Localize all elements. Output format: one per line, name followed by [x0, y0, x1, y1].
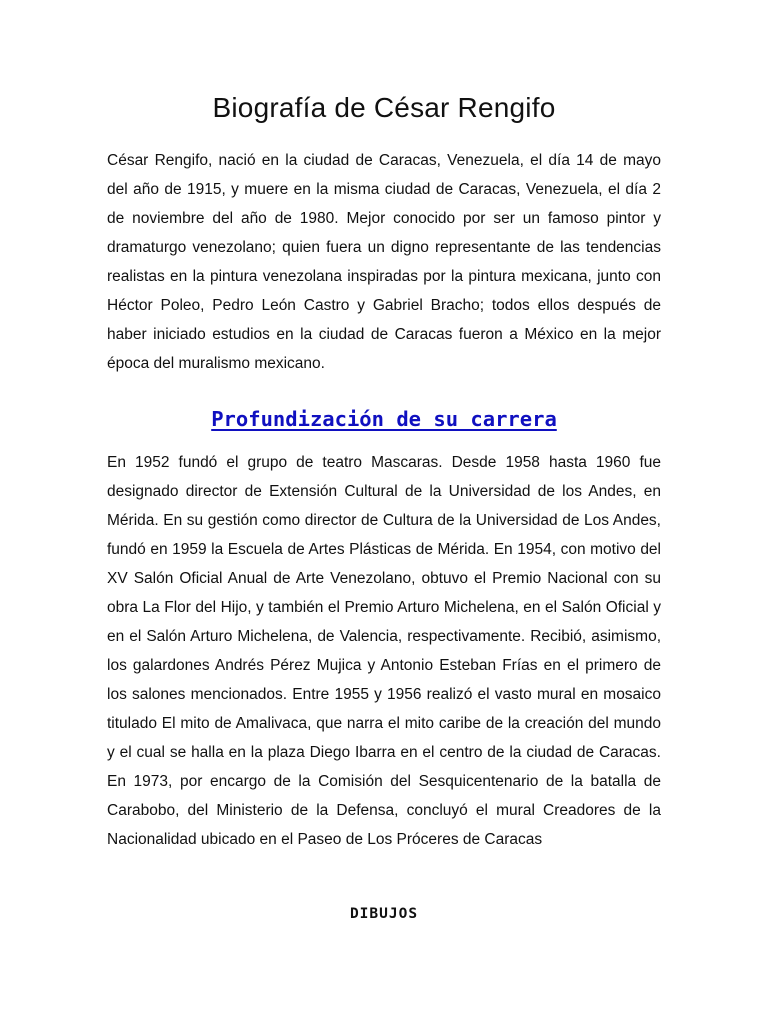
page-title: Biografía de César Rengifo [212, 92, 556, 123]
section-heading-link[interactable] [0, 402, 768, 436]
drawings-subheading: DIBUJOS [349, 906, 419, 922]
intro-paragraph: César Rengifo, nació en la ciudad de Caracas, Venezuela, el día 14 de mayo del año de 1915, y muere en la misma ciudad de Caracas, Venezuela, el día 2 de noviembre del año de 1980. Mejor conocido por ser un famoso pintor y dramaturgo venezolano; quien fuera un digno representante de las tendencias realistas en la pintura venezolana inspiradas por la pintura mexicana, junto con Héctor Poleo, Pedro León Castro y Gabriel Bracho; todos ellos después de haber iniciado estudios en la ciudad de Caracas fueron a México en la mejor época del muralismo mexicano. [107, 152, 661, 372]
career-paragraph: En 1952 fundó el grupo de teatro Mascaras. Desde 1958 hasta 1960 fue designado director de Extensión Cultural de la Universidad de los Andes, en Mérida. En su gestión como director de Cultura de la Universidad de Los Andes, fundó en 1959 la Escuela de Artes Plásticas de Mérida. En 1954, con motivo del XV Salón Oficial Anual de Arte Venezolano, obtuvo el Premio Nacional con su obra La Flor del Hijo, y también el Premio Arturo Michelena, en el Salón Oficial y en el Salón Arturo Michelena, de Valencia, respectivamente. Recibió, asimismo, los galardones Andrés Pérez Mujica y Antonio Esteban Frías en el primero de los salones mencionados. Entre 1955 y 1956 realizó el vasto mural en mosaico titulado El mito de Amalivaca, que narra el mito caribe de la creación del mundo y el cual se halla en la plaza Diego Ibarra en el centro de la ciudad de Caracas. En 1973, por encargo de la Comisión del Sesquicentenario de la batalla de Carabobo, del Ministerio de la Defensa, concluyó el mural Creadores de la Nacionalidad ubicado en el Paseo de Los Próceres de Caracas [107, 454, 661, 848]
section-heading-text[interactable]: Profundización de su carrera [211, 407, 557, 431]
